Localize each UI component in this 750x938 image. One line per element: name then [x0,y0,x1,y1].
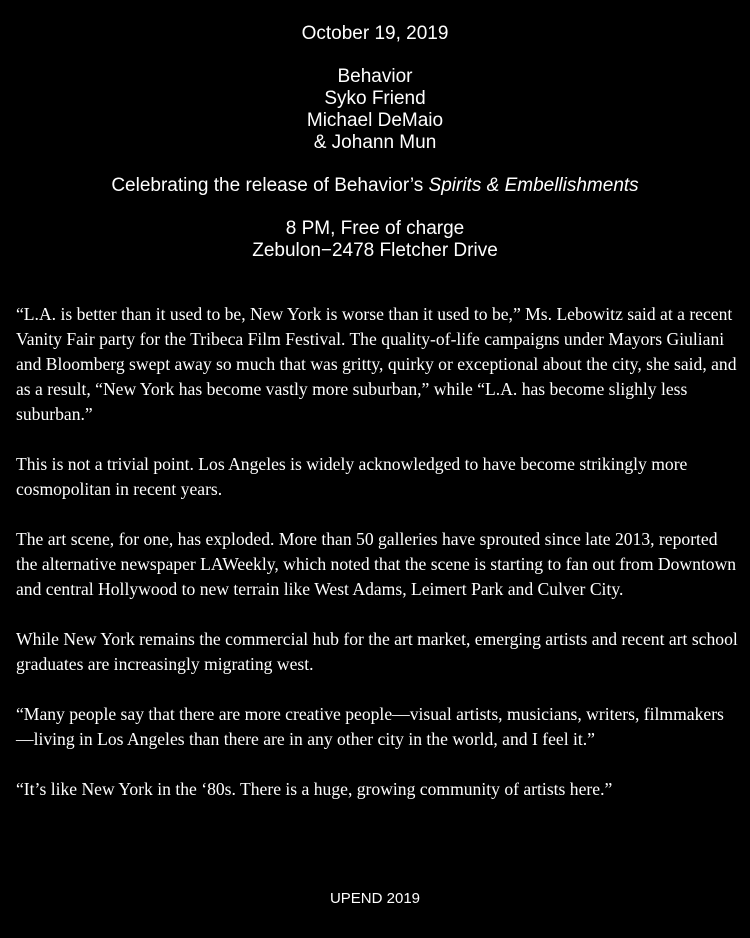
event-header [0,23,750,283]
album-title: Spirits & Embellishments [428,175,639,196]
article-paragraph: This is not a trivial point. Los Angeles is widely acknowledged to have become strikingly more cosmopolitan in recent years. [16,454,688,499]
lineup-artist: & Johann Mun [313,132,437,153]
article-paragraph: While New York remains the commercial hub for the art market, emerging artists and recent art school graduates are increasingly migrating west. [16,629,738,674]
article-body [16,302,740,827]
event-details [0,218,750,262]
lineup [0,66,750,154]
article-paragraph: “Many people say that there are more creative people—visual artists, musicians, writers, filmmakers—living in Los Angeles than there are in any other city in the world, and I feel it.” [16,704,724,749]
event-date: October 19, 2019 [301,23,449,44]
lineup-artist: Michael DeMaio [306,110,444,131]
lineup-artist: Syko Friend [324,88,426,109]
event-venue: Zebulon−2478 Fletcher Drive [252,240,498,261]
event-time-price: 8 PM, Free of charge [285,218,465,239]
article-paragraph: “It’s like New York in the ‘80s. There is a huge, growing community of artists here.” [16,779,613,799]
article-paragraph: The art scene, for one, has exploded. More than 50 galleries have sprouted since late 2013, reported the alternative newspaper LAWeekly, which noted that the scene is starting to fan out from Downtown and central Hollywood to new terrain like West Adams, Leimert Park and Culver City. [16,529,737,599]
footer [0,890,750,908]
article-paragraph: “L.A. is better than it used to be, New York is worse than it used to be,” Ms. Lebowitz said at a recent Vanity Fair party for the Tribeca Film Festival. The quality-of-life campaigns under Mayors Giuliani and Bloomberg swept away so much that was gritty, quirky or exceptional about the city, she said, and as a result, “New York has become vastly more suburban,” while “L.A. has become slighly less suburban.” [16,304,737,424]
lineup-artist: Behavior [337,66,413,87]
celebration-line [0,175,750,197]
celebration-prefix: Celebrating the release of Behavior’s [111,175,429,196]
event-date-block [0,23,750,45]
footer-text: UPEND 2019 [329,890,421,907]
